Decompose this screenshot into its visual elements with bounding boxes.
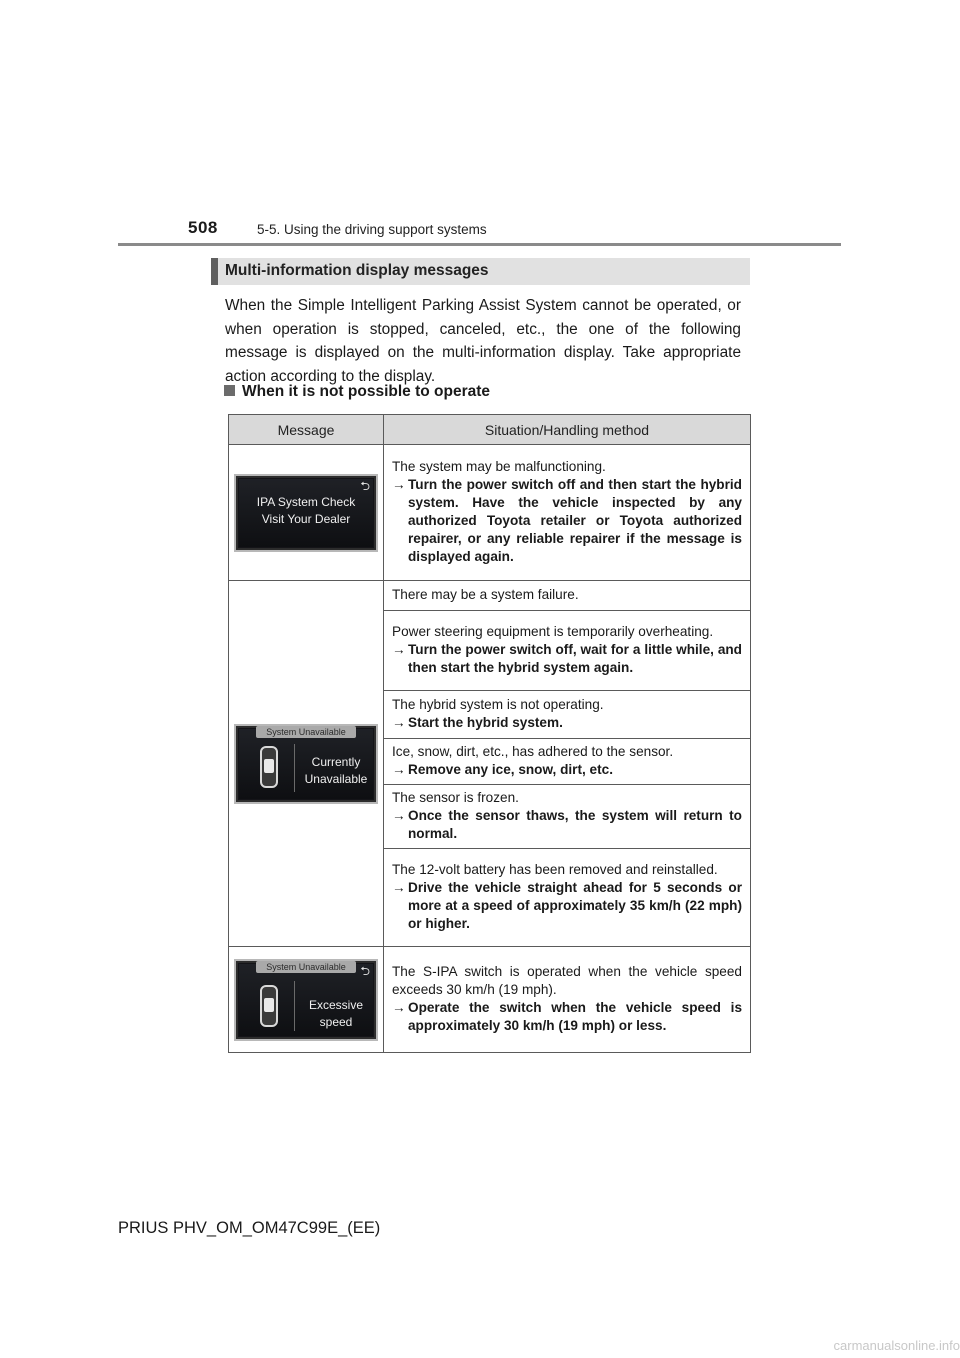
message-image-cell bbox=[229, 581, 384, 947]
excessive-speed-screen bbox=[234, 959, 378, 1041]
arrow-icon: → bbox=[392, 642, 406, 657]
table-header-row bbox=[229, 415, 751, 445]
section-accent bbox=[211, 258, 218, 285]
arrow-icon: → bbox=[392, 715, 406, 730]
arrow-icon: → bbox=[392, 808, 406, 823]
car-icon bbox=[260, 985, 278, 1027]
situation-cell: Power steering equipment is temporarily overheating. → Turn the power switch off, wait for a little while, and then start the hybrid system again. bbox=[384, 611, 751, 691]
handling-action: → Start the hybrid system. bbox=[392, 715, 563, 730]
page-number: 508 bbox=[188, 218, 218, 237]
screen-message: Currently Unavailable bbox=[304, 754, 368, 786]
table-row bbox=[229, 581, 751, 611]
message-image-cell bbox=[229, 947, 384, 1053]
handling-action: → Turn the power switch off and then start the hybrid system. Have the vehicle inspected by any authorized Toyota retailer or Toyota authorized repairer, or any reliable repairer if the message is displayed again. bbox=[392, 477, 742, 564]
system-unavailable-label: System Unavailable bbox=[256, 961, 356, 973]
situation-cell: Ice, snow, dirt, etc., has adhered to the sensor. → Remove any ice, snow, dirt, etc. bbox=[384, 739, 751, 785]
system-unavailable-label: System Unavailable bbox=[256, 726, 356, 738]
header-divider bbox=[118, 243, 841, 246]
subheading bbox=[224, 383, 490, 401]
handling-action: → Once the sensor thaws, the system will return to normal. bbox=[392, 808, 742, 841]
footer-model-code: PRIUS PHV_OM_OM47C99E_(EE) bbox=[118, 1219, 381, 1237]
car-icon bbox=[260, 746, 278, 788]
column-header-situation: Situation/Handling method bbox=[384, 415, 751, 445]
messages-table bbox=[228, 414, 751, 1053]
subheading-text: When it is not possible to operate bbox=[242, 383, 491, 400]
ipa-system-check-screen bbox=[234, 474, 378, 552]
table-row bbox=[229, 947, 751, 1053]
situation-cell: The system may be malfunctioning. → Turn the power switch off and then start the hybrid system. Have the vehicle inspected by any authorized Toyota retailer or Toyota authorized repairer, or any reliable repairer if the message is displayed again. bbox=[384, 445, 751, 581]
situation-cell: The sensor is frozen. → Once the sensor thaws, the system will return to normal. bbox=[384, 785, 751, 849]
intro-paragraph: When the Simple Intelligent Parking Assist System cannot be operated, or when operation is stopped, canceled, etc., the one of the following message is displayed on the multi-information display. Take appropriate action according to the display. bbox=[225, 297, 741, 385]
section-heading-bar bbox=[211, 258, 750, 285]
watermark: carmanualsonline.info bbox=[833, 1338, 960, 1353]
section-title: Multi-information display messages bbox=[225, 262, 489, 279]
situation-cell: The 12-volt battery has been removed and reinstalled. → Drive the vehicle straight ahead for 5 seconds or more at a speed of approximately 35 km/h (22 mph) or higher. bbox=[384, 849, 751, 947]
message-image-cell bbox=[229, 445, 384, 581]
square-bullet-icon bbox=[224, 385, 235, 396]
situation-cell: There may be a system failure. bbox=[384, 581, 751, 611]
chapter-title: 5-5. Using the driving support systems bbox=[257, 222, 487, 237]
system-unavailable-screen bbox=[234, 724, 378, 804]
screen-message: Excessive speed bbox=[308, 997, 364, 1029]
handling-action: → Drive the vehicle straight ahead for 5 seconds or more at a speed of approximately 35 km/h (22 mph) or higher. bbox=[392, 880, 742, 931]
situation-cell: The S-IPA switch is operated when the vehicle speed exceeds 30 km/h (19 mph). → Operate the switch when the vehicle speed is approximately 30 km/h (19 mph) or less. bbox=[384, 947, 751, 1053]
arrow-icon: → bbox=[392, 1000, 406, 1015]
handling-action: → Remove any ice, snow, dirt, etc. bbox=[392, 762, 613, 777]
handling-action: → Turn the power switch off, wait for a little while, and then start the hybrid system again. bbox=[392, 642, 742, 675]
arrow-icon: → bbox=[392, 880, 406, 895]
table-row bbox=[229, 445, 751, 581]
arrow-icon: → bbox=[392, 477, 406, 492]
return-arrow-icon: ⮌ bbox=[360, 963, 370, 978]
screen-message: IPA System Check Visit Your Dealer bbox=[256, 494, 356, 526]
situation-cell: The hybrid system is not operating. → Start the hybrid system. bbox=[384, 691, 751, 739]
return-arrow-icon: ⮌ bbox=[360, 478, 370, 493]
arrow-icon: → bbox=[392, 762, 406, 777]
column-header-message: Message bbox=[229, 415, 384, 445]
handling-action: → Operate the switch when the vehicle speed is approximately 30 km/h (19 mph) or less. bbox=[392, 1000, 742, 1033]
